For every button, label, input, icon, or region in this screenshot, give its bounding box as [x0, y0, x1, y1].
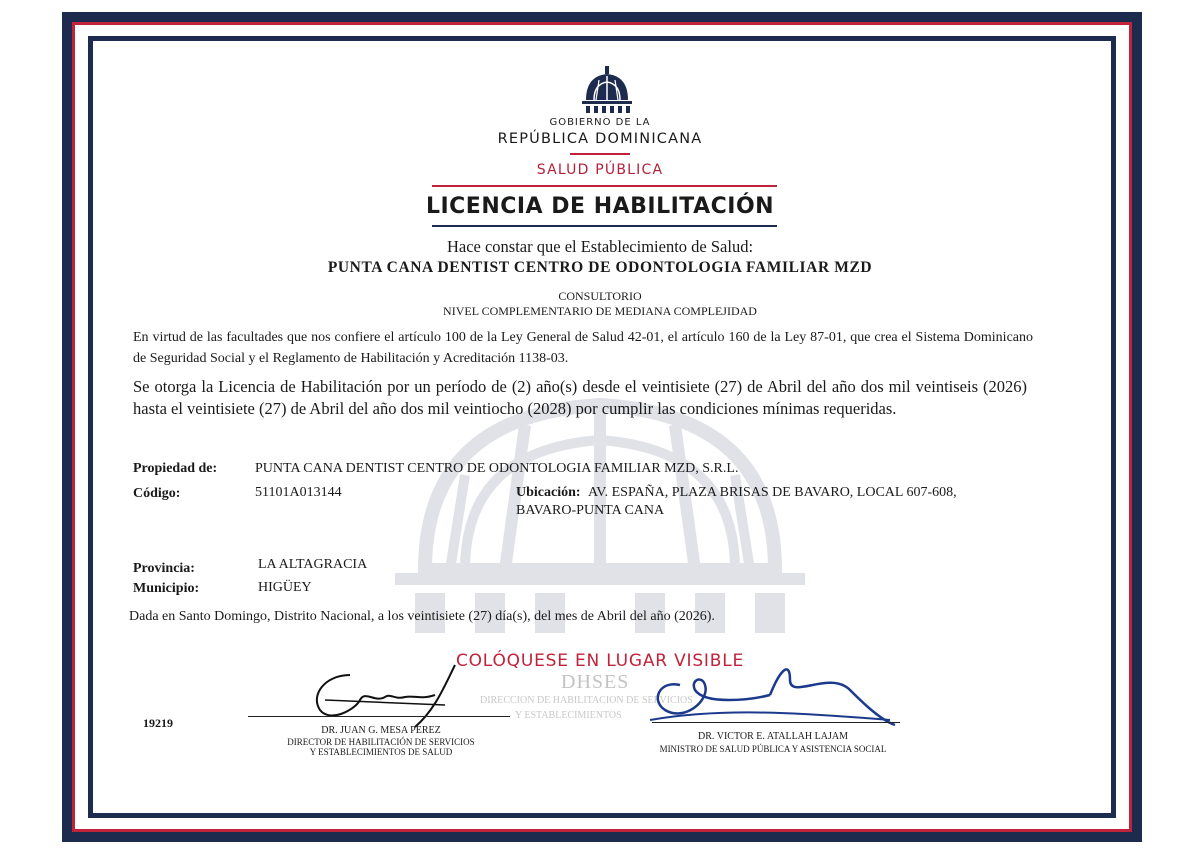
legal-basis-paragraph: En virtud de las facultades que nos confiere el artículo 100 de la Ley General de Salud 42-01, el artículo 160 de la Ley 87-01, que crea el Sistema Dominicano de Seguridad Social y el Reglamento de Habilitación y Acreditación 1138-03.	[133, 330, 1033, 366]
establishment-level: NIVEL COMPLEMENTARIO DE MEDIANA COMPLEJIDAD	[443, 304, 757, 318]
ubicacion-label: Ubicación:	[516, 485, 581, 500]
left-signer-title1: DIRECTOR DE HABILITACIÓN DE SERVICIOS	[287, 737, 475, 747]
ubicacion-line2: BAVARO-PUNTA CANA	[516, 503, 665, 518]
right-signature-line	[652, 722, 900, 723]
divider	[432, 185, 777, 187]
provincia-label: Provincia:	[133, 561, 195, 576]
codigo-value: 51101A013144	[255, 485, 342, 500]
propiedad-value: PUNTA CANA DENTIST CENTRO DE ODONTOLOGIA FAMILIAR MZD, S.R.L.	[255, 461, 739, 476]
municipio-value: HIGÜEY	[258, 580, 312, 595]
right-signer-title: MINISTRO DE SALUD PÚBLICA Y ASISTENCIA SOCIAL	[659, 744, 887, 754]
establishment-type: CONSULTORIO	[558, 289, 642, 303]
republica-label: REPÚBLICA DOMINICANA	[497, 131, 703, 147]
provincia-value: LA ALTAGRACIA	[258, 557, 368, 572]
intro-text: Hace constar que el Establecimiento de Salud:	[446, 237, 754, 256]
stamp-line2: Y ESTABLECIMIENTOS	[515, 710, 622, 721]
stamp-acronym: DHSES	[561, 671, 630, 693]
propiedad-label: Propiedad de:	[133, 461, 218, 476]
ministry-label: SALUD PÚBLICA	[536, 162, 664, 178]
gobierno-label: GOBIERNO DE LA	[549, 117, 651, 128]
left-signer-title2: Y ESTABLECIMIENTOS DE SALUD	[309, 747, 453, 757]
divider	[570, 153, 630, 155]
issued-statement: Dada en Santo Domingo, Distrito Nacional, a los veintisiete (27) día(s), del mes de Abril del año (2026).	[129, 609, 715, 624]
municipio-label: Municipio:	[133, 581, 200, 596]
ubicacion-line1: AV. ESPAÑA, PLAZA BRISAS DE BAVARO, LOCAL 607-608,	[588, 485, 957, 500]
right-signer-name: DR. VICTOR E. ATALLAH LAJAM	[698, 731, 848, 742]
divider	[432, 225, 777, 227]
government-dome-logo-icon	[580, 64, 634, 114]
stamp-line1: DIRECCION DE HABILITACION DE SERVICIOS	[480, 695, 693, 706]
document-title: LICENCIA DE HABILITACIÓN	[425, 194, 775, 219]
license-grant-paragraph: Se otorga la Licencia de Habilitación por un período de (2) año(s) desde el veintisiete (27) de Abril del año dos mil veintiseis (2026) hasta el veintisiete (27) de Abril del año dos mil veintiocho (2028) por cumplir las condiciones mínimas requeridas.	[133, 377, 1027, 418]
establishment-name: PUNTA CANA DENTIST CENTRO DE ODONTOLOGIA FAMILIAR MZD	[327, 259, 873, 276]
display-notice: COLÓQUESE EN LUGAR VISIBLE	[455, 651, 745, 671]
left-signature-line	[248, 716, 510, 717]
record-number: 19219	[143, 716, 173, 730]
left-signature-icon	[295, 655, 505, 735]
codigo-label: Código:	[133, 486, 181, 501]
left-signer-name: DR. JUAN G. MESA PEREZ	[321, 725, 441, 736]
